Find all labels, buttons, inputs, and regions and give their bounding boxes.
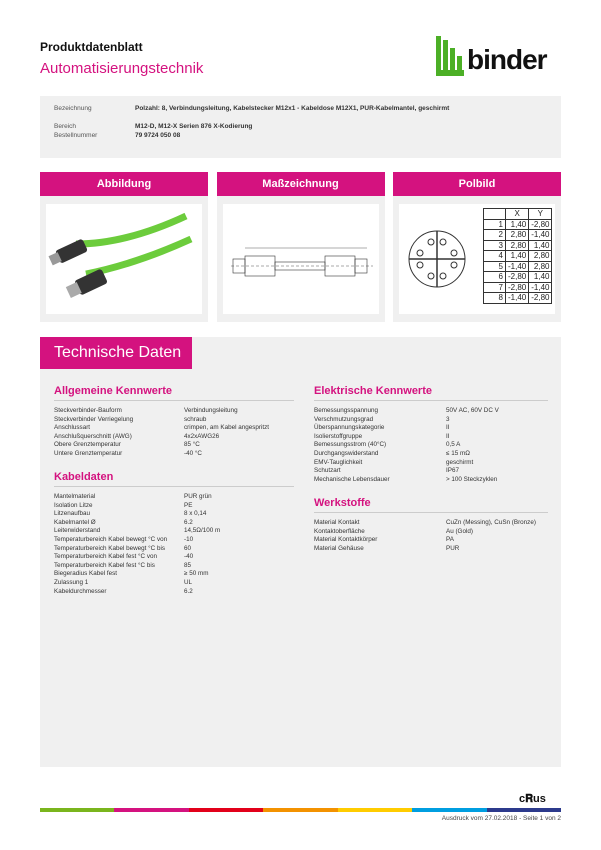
pin-x: -2,80: [506, 272, 529, 283]
kabeldaten-section: [54, 471, 294, 596]
spec-label: Steckverbinder-Bauform: [54, 407, 122, 414]
spec-value: -40 °C: [184, 449, 202, 457]
polbild-panel: [393, 172, 561, 322]
spec-value: PUR: [446, 544, 460, 552]
spec-row: [54, 450, 294, 459]
doc-subtitle: Automatisierungstechnik: [40, 60, 204, 77]
spec-row: [54, 536, 294, 545]
pin-x: 1,40: [506, 219, 529, 230]
spec-row: [54, 502, 294, 511]
footer-color-bar: [40, 808, 561, 812]
spec-label: Material Kontaktkörper: [314, 536, 378, 544]
spec-label: Isolation Litze: [54, 501, 93, 509]
pin-y: -1,40: [529, 282, 552, 293]
spec-value: 50V AC, 60V DC V: [446, 407, 499, 414]
spec-row: [54, 510, 294, 519]
spec-value: UL: [184, 578, 193, 586]
spec-row: [314, 467, 548, 476]
spec-row: [314, 519, 548, 528]
spec-label: Material Kontakt: [314, 519, 360, 526]
spec-label: Untere Grenztemperatur: [54, 449, 123, 457]
pin-number: 7: [484, 282, 506, 293]
allgemeine-kennwerte-section: [54, 385, 294, 459]
spec-value: > 100 Steckzyklen: [446, 475, 498, 483]
spec-row: [54, 570, 294, 579]
info-label: Bereich: [54, 123, 77, 130]
pin-table-header: Y: [529, 209, 552, 220]
spec-value: 4x2xAWG26: [184, 432, 220, 440]
spec-value: 0,5 A: [446, 441, 461, 449]
spec-row: [314, 545, 548, 554]
abbildung-header: Abbildung: [40, 172, 208, 196]
spec-label: Material Gehäuse: [314, 544, 364, 552]
spec-label: Bemessungsstrom (40°C): [314, 441, 387, 449]
spec-label: EMV-Tauglichkeit: [314, 458, 363, 466]
technische-daten-header: Technische Daten: [40, 337, 192, 369]
spec-row: [54, 553, 294, 562]
spec-label: Schutzart: [314, 467, 341, 475]
spec-label: Kontaktoberfläche: [314, 527, 365, 535]
spec-label: Zulassung 1: [54, 578, 89, 586]
spec-row: [314, 528, 548, 537]
footer-color-segment: [263, 808, 337, 812]
spec-row: [54, 441, 294, 450]
spec-value: 6.2: [184, 518, 193, 526]
spec-value: ≥ 50 mm: [184, 570, 209, 578]
spec-value: 3: [446, 415, 450, 423]
spec-row: [314, 536, 548, 545]
spec-row: [54, 588, 294, 597]
spec-value: 14,5Ω/100 m: [184, 527, 221, 535]
footer-color-segment: [40, 808, 114, 812]
spec-label: Durchgangswiderstand: [314, 449, 379, 457]
spec-label: Temperaturbereich Kabel fest °C von: [54, 553, 157, 561]
pin-table-header: [484, 209, 506, 220]
spec-row: [314, 441, 548, 450]
binder-logo-icon: [436, 36, 466, 76]
elektrische-kennwerte-section: [314, 385, 548, 484]
spec-label: Isolierstoffgruppe: [314, 432, 363, 440]
spec-value: PE: [184, 501, 193, 509]
footer-color-segment: [338, 808, 412, 812]
spec-value: Au (Gold): [446, 527, 473, 535]
pin-x: -1,40: [506, 293, 529, 304]
ul-certification-mark: c𝐑us: [519, 793, 546, 805]
pin-coordinate-table: [483, 208, 552, 304]
pin-number: 5: [484, 261, 506, 272]
section-title: Kabeldaten: [54, 471, 294, 487]
pin-y: -2,80: [529, 293, 552, 304]
spec-value: II: [446, 432, 450, 440]
doc-title: Produktdatenblatt: [40, 40, 143, 54]
spec-label: Biegeradius Kabel fest: [54, 570, 118, 578]
spec-row: [314, 424, 548, 433]
spec-value: IP67: [446, 467, 459, 475]
footer-color-segment: [114, 808, 188, 812]
spec-value: crimpen, am Kabel angespritzt: [184, 424, 270, 432]
masszeichnung-header: Maßzeichnung: [217, 172, 385, 196]
spec-value: -40: [184, 553, 194, 561]
pin-number: 2: [484, 230, 506, 241]
section-title: Werkstoffe: [314, 497, 548, 513]
pin-x: 2,80: [506, 240, 529, 251]
spec-row: [314, 476, 548, 485]
spec-value: 85: [184, 561, 192, 569]
spec-value: 6.2: [184, 587, 193, 595]
technische-daten-panel: [40, 337, 561, 767]
spec-label: Temperaturbereich Kabel fest °C bis: [54, 561, 155, 569]
pin-number: 6: [484, 272, 506, 283]
spec-label: Anschlußquerschnitt (AWG): [54, 432, 132, 440]
spec-value: Verbindungsleitung: [184, 407, 238, 414]
pin-table-header: X: [506, 209, 529, 220]
info-value: M12-D, M12-X Serien 876 X-Kodierung: [135, 123, 253, 130]
info-value: 79 9724 050 08: [135, 132, 181, 139]
pin-x: -1,40: [506, 261, 529, 272]
info-label: Bestellnummer: [54, 132, 98, 139]
spec-label: Bemessungsspannung: [314, 407, 379, 414]
spec-label: Leiterwiderstand: [54, 527, 101, 535]
spec-value: 85 °C: [184, 441, 200, 449]
spec-label: Kabeldurchmesser: [54, 587, 107, 595]
spec-row: [54, 493, 294, 502]
spec-label: Überspannungskategorie: [314, 424, 385, 432]
spec-row: [54, 407, 294, 416]
spec-value: PUR grün: [184, 493, 212, 500]
pin-number: 1: [484, 219, 506, 230]
pin-number: 3: [484, 240, 506, 251]
spec-row: [54, 579, 294, 588]
polbild-header: Polbild: [393, 172, 561, 196]
footer-color-segment: [189, 808, 263, 812]
pin-y: 2,80: [529, 251, 552, 262]
spec-label: Mantelmaterial: [54, 493, 96, 500]
pin-x: 1,40: [506, 251, 529, 262]
spec-label: Temperaturbereich Kabel bewegt °C bis: [54, 544, 166, 552]
pin-y: 1,40: [529, 240, 552, 251]
pin-y: -2,80: [529, 219, 552, 230]
footer-color-segment: [487, 808, 561, 812]
product-image: [46, 204, 202, 314]
pin-x: 2,80: [506, 230, 529, 241]
info-label: Bezeichnung: [54, 105, 92, 112]
pin-y: 1,40: [529, 272, 552, 283]
spec-row: [54, 545, 294, 554]
spec-value: schraub: [184, 415, 207, 423]
spec-row: [54, 562, 294, 571]
spec-label: Kabelmantel Ø: [54, 518, 96, 526]
spec-value: PA: [446, 536, 454, 544]
spec-value: CuZn (Messing), CuSn (Bronze): [446, 519, 536, 526]
pin-x: -2,80: [506, 282, 529, 293]
spec-value: geschirmt: [446, 458, 474, 466]
pin-y: 2,80: [529, 261, 552, 272]
spec-row: [54, 424, 294, 433]
spec-row: [54, 416, 294, 425]
spec-value: -10: [184, 535, 194, 543]
spec-row: [54, 433, 294, 442]
spec-value: II: [446, 424, 450, 432]
info-panel: [40, 96, 561, 158]
pin-number: 4: [484, 251, 506, 262]
spec-label: Mechanische Lebensdauer: [314, 475, 390, 483]
masszeichnung-panel: [217, 172, 385, 322]
logo-wordmark: binder: [467, 44, 547, 75]
spec-label: Obere Grenztemperatur: [54, 441, 121, 449]
section-title: Allgemeine Kennwerte: [54, 385, 294, 401]
info-value: Polzahl: 8, Verbindungsleitung, Kabelstecker M12x1 - Kabeldose M12X1, PUR-Kabelmantel, geschirmt: [135, 105, 450, 112]
pin-number: 8: [484, 293, 506, 304]
pin-layout: [399, 204, 555, 314]
spec-label: Verschmutzungsgrad: [314, 415, 374, 423]
spec-row: [314, 407, 548, 416]
spec-label: Steckverbinder Verriegelung: [54, 415, 134, 423]
abbildung-panel: [40, 172, 208, 322]
footer-color-segment: [412, 808, 486, 812]
pin-y: -1,40: [529, 230, 552, 241]
spec-row: [54, 519, 294, 528]
spec-value: ≤ 15 mΩ: [446, 449, 470, 457]
spec-row: [314, 450, 548, 459]
spec-value: 8 x 0,14: [184, 510, 207, 518]
spec-label: Temperaturbereich Kabel bewegt °C von: [54, 535, 168, 543]
section-title: Elektrische Kennwerte: [314, 385, 548, 401]
spec-row: [54, 527, 294, 536]
spec-label: Anschlussart: [54, 424, 91, 432]
footer-print-date: Ausdruck vom 27.02.2018 - Seite 1 von 2: [441, 815, 561, 822]
spec-value: 60: [184, 544, 192, 552]
dimension-drawing: [223, 204, 379, 314]
spec-row: [314, 416, 548, 425]
binder-logo: [436, 36, 566, 80]
spec-label: Litzenaufbau: [54, 510, 91, 518]
spec-row: [314, 459, 548, 468]
werkstoffe-section: [314, 497, 548, 553]
